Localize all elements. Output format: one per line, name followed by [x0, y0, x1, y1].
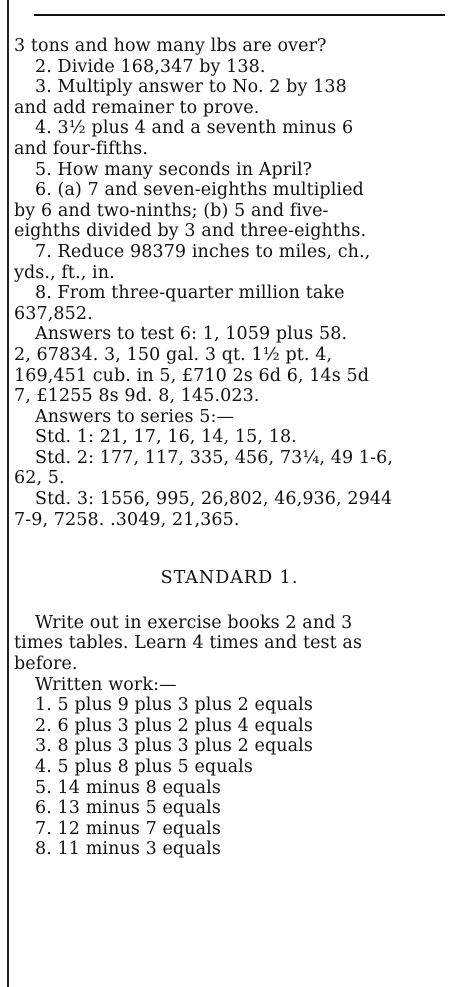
text-line: 7. 12 minus 7 equals: [35, 818, 221, 839]
arithmetic-test-section: [14, 36, 445, 530]
text-line: Write out in exercise books 2 and 3: [35, 612, 353, 633]
text-line: Written work:—: [35, 674, 177, 695]
text-line: 3. Multiply answer to No. 2 by 138: [35, 77, 347, 98]
text-line: yds., ft., in.: [14, 262, 115, 283]
text-line: 62, 5.: [14, 468, 65, 489]
text-line: 4. 3½ plus 4 and a seventh minus 6: [35, 118, 354, 139]
text-line: before.: [14, 654, 78, 675]
text-line: 637,852.: [14, 303, 93, 324]
text-line: Std. 1: 21, 17, 16, 14, 15, 18.: [35, 427, 297, 448]
text-line: 8. 11 minus 3 equals: [35, 839, 221, 860]
text-line: Answers to test 6: 1, 1059 plus 58.: [35, 324, 348, 345]
text-line: 3. 8 plus 3 plus 3 plus 2 equals: [35, 736, 313, 757]
text-line: Answers to series 5:—: [35, 406, 235, 427]
article-column: [14, 36, 445, 860]
text-line: 1. 5 plus 9 plus 3 plus 2 equals: [35, 695, 313, 716]
text-line: 169,451 cub. in 5, £710 2s 6d 6, 14s 5d: [14, 365, 370, 386]
heading-spacer: [14, 589, 445, 613]
text-line: eighths divided by 3 and three-eighths.: [14, 221, 367, 242]
section-heading: STANDARD 1.: [160, 568, 299, 589]
text-line: and four-fifths.: [14, 138, 149, 159]
text-line: Std. 3: 1556, 995, 26,802, 46,936, 2944: [35, 489, 393, 510]
text-line: 2. Divide 168,347 by 138.: [35, 56, 266, 77]
text-line: 2, 67834. 3, 150 gal. 3 qt. 1½ pt. 4,: [14, 344, 333, 365]
text-line: 8. From three-quarter million take: [35, 283, 345, 304]
text-line: 4. 5 plus 8 plus 5 equals: [35, 757, 253, 777]
text-line: 7-9, 7258. .3049, 21,365.: [14, 509, 240, 530]
text-line: 6. (a) 7 and seven-eighths multiplied: [35, 180, 364, 201]
text-line: 2. 6 plus 3 plus 2 plus 4 equals: [35, 715, 313, 736]
text-line: 7. Reduce 98379 inches to miles, ch.,: [35, 241, 371, 262]
text-line: 5. 14 minus 8 equals: [35, 777, 221, 798]
column-left-rule: [7, 0, 9, 987]
column-top-rule: [34, 14, 445, 16]
text-line: 3 tons and how many lbs are over?: [14, 36, 327, 56]
text-line: by 6 and two-ninths; (b) 5 and five-: [14, 200, 329, 221]
text-line: 7, £1255 8s 9d. 8, 145.023.: [14, 386, 260, 407]
text-line: Std. 2: 177, 117, 335, 456, 73¼, 49 1-6,: [35, 447, 393, 468]
text-line: times tables. Learn 4 times and test as: [14, 633, 363, 654]
text-line: 5. How many seconds in April?: [35, 159, 313, 180]
standard-one-section: [14, 613, 445, 860]
text-line: and add remainer to prove.: [14, 97, 260, 118]
section-spacer: [14, 530, 445, 568]
text-line: 6. 13 minus 5 equals: [35, 798, 221, 819]
